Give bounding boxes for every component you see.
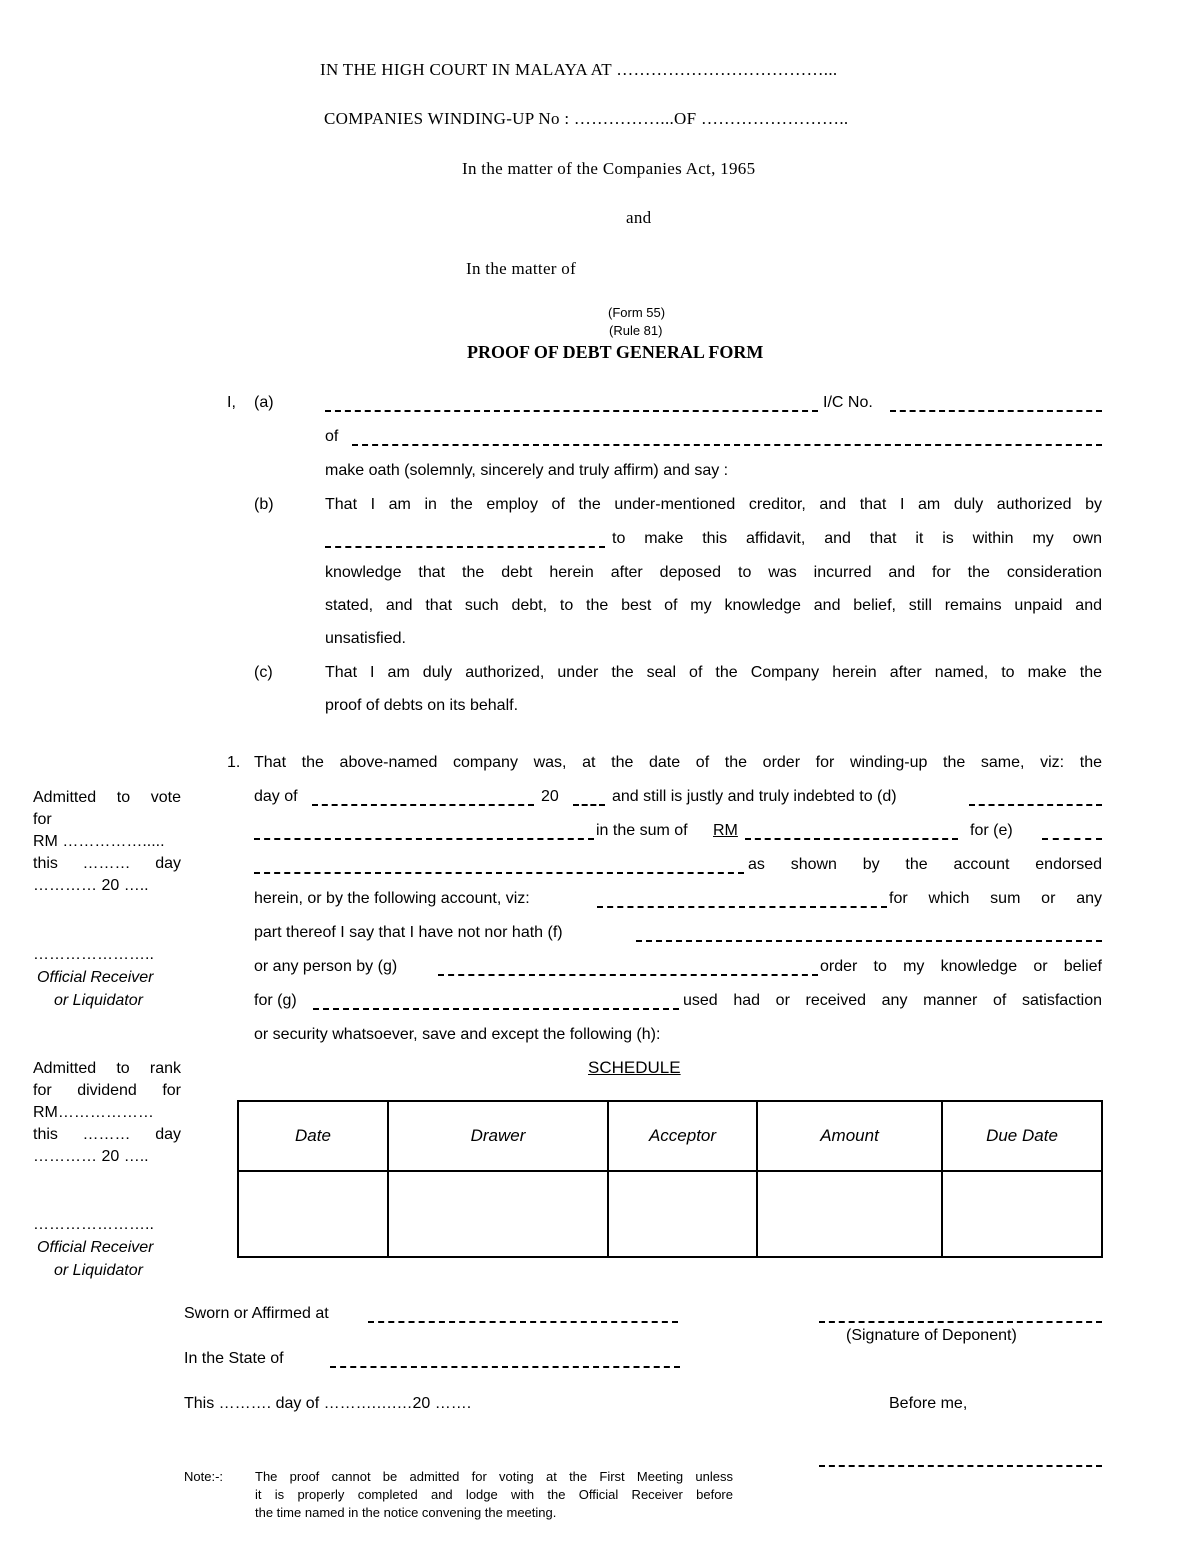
form-number: (Form 55): [608, 305, 666, 320]
item-c-label: (c): [254, 664, 273, 681]
ic-label: I/C No.: [823, 394, 873, 411]
for-g-field[interactable]: [313, 1008, 679, 1010]
account-viz-field[interactable]: [597, 906, 887, 908]
authorizer-field[interactable]: [325, 546, 605, 548]
margin-rank-signature-dots[interactable]: …………………..: [33, 1216, 154, 1233]
schedule-header-row: [238, 1101, 1102, 1171]
deponent-signature-field[interactable]: [819, 1321, 1102, 1323]
matter-companies-act: In the matter of the Companies Act, 1965: [462, 159, 756, 178]
sworn-place-field[interactable]: [368, 1321, 678, 1323]
any-person-text: or any person by (g): [254, 958, 398, 975]
margin-vote-signature-dots[interactable]: …………………..: [33, 946, 154, 963]
consideration-e-field-cont[interactable]: [254, 872, 744, 874]
margin-vote-line-3: RM …………….....: [33, 833, 165, 850]
margin-rank-line-1: Admitted to rank: [33, 1060, 181, 1077]
margin-rank-line-3: RM………………: [33, 1104, 154, 1121]
margin-vote-line-5: ………… 20 …..: [33, 877, 149, 894]
before-me-label: Before me,: [889, 1395, 968, 1412]
signature-label: (Signature of Deponent): [846, 1327, 1017, 1344]
date-sworn-line[interactable]: This ………. day of ……….….…20 …….: [184, 1395, 472, 1412]
note-line-3: the time named in the notice convening the meeting.: [255, 1505, 557, 1520]
for-g-label: for (g): [254, 992, 297, 1009]
address-field[interactable]: [352, 444, 1102, 446]
col-amount-header: Amount: [757, 1101, 942, 1171]
item-c-line-1: That I am duly authorized, under the seal of the Company herein after named, to make the: [325, 664, 1102, 681]
margin-rank-line-4: this ……… day: [33, 1126, 181, 1143]
indebted-text: and still is justly and truly indebted to (d): [612, 788, 897, 805]
security-text: or security whatsoever, save and except the following (h):: [254, 1026, 661, 1043]
rm-label: RM: [713, 822, 738, 839]
matter-of: In the matter of: [466, 259, 577, 278]
col-acceptor-header: Acceptor: [608, 1101, 757, 1171]
item-b-line-5: unsatisfied.: [325, 630, 406, 647]
margin-rank-line-5: ………… 20 …..: [33, 1148, 149, 1165]
schedule-title: SCHEDULE: [588, 1058, 681, 1077]
due-date-cell[interactable]: [942, 1171, 1102, 1257]
margin-vote-role-1: Official Receiver: [37, 969, 154, 986]
for-e-label: for (e): [970, 822, 1013, 839]
state-field[interactable]: [330, 1366, 680, 1368]
para-1-number: 1.: [227, 754, 241, 771]
i-label: I,: [227, 394, 236, 411]
schedule-table: [237, 1100, 1103, 1258]
hath-f-field[interactable]: [636, 940, 1102, 942]
item-b-line-2: to make this affidavit, and that it is within my own: [612, 530, 1102, 547]
acceptor-cell[interactable]: [608, 1171, 757, 1257]
note-body: [255, 1468, 733, 1522]
col-date-header: Date: [238, 1101, 388, 1171]
deponent-name-field[interactable]: [325, 410, 818, 412]
note-label: Note:-:: [184, 1469, 224, 1484]
margin-vote-line-2: for: [33, 811, 52, 828]
day-of-label: day of: [254, 788, 298, 805]
drawer-cell[interactable]: [388, 1171, 608, 1257]
state-of-label: In the State of: [184, 1350, 284, 1367]
consideration-e-field[interactable]: [1042, 838, 1102, 840]
sum-amount-field[interactable]: [745, 838, 958, 840]
margin-vote-block: [33, 787, 181, 897]
winding-up-number: COMPANIES WINDING-UP No : ……………...OF ……………………..: [324, 109, 849, 128]
person-g-field[interactable]: [438, 974, 818, 976]
margin-rank-block: [33, 1058, 181, 1168]
item-b-label: (b): [254, 496, 274, 513]
margin-rank-line-2: for dividend for: [33, 1082, 181, 1099]
schedule-entry-row: [238, 1171, 1102, 1257]
margin-vote-line-1: Admitted to vote: [33, 789, 181, 806]
margin-vote-role-2: or Liquidator: [54, 992, 143, 1009]
col-due-date-header: Due Date: [942, 1101, 1102, 1171]
item-b-line-4: stated, and that such debt, to the best of my knowledge and belief, still remains unpaid and: [325, 597, 1102, 614]
note-line-1: The proof cannot be admitted for voting at the First Meeting unless: [255, 1469, 733, 1484]
knowledge-belief-text: order to my knowledge or belief: [820, 958, 1102, 975]
amount-cell[interactable]: [757, 1171, 942, 1257]
order-day-field[interactable]: [312, 804, 534, 806]
margin-vote-line-4: this ……… day: [33, 855, 181, 872]
margin-rank-role-2: or Liquidator: [54, 1262, 143, 1279]
year-20-label: 20: [541, 788, 559, 805]
order-year-field[interactable]: [573, 804, 605, 806]
rule-number: (Rule 81): [609, 323, 663, 338]
creditor-d-field[interactable]: [969, 804, 1102, 806]
make-oath-text: make oath (solemnly, sincerely and truly affirm) and say :: [325, 462, 729, 479]
form-title: PROOF OF DEBT GENERAL FORM: [467, 342, 764, 362]
commissioner-signature-field[interactable]: [819, 1465, 1102, 1467]
item-b-line-3: knowledge that the debt herein after deposed to was incurred and for the consideration: [325, 564, 1102, 581]
court-heading: IN THE HIGH COURT IN MALAYA AT ………………………………...: [320, 60, 838, 79]
sum-of-label: in the sum of: [596, 822, 688, 839]
item-c-line-2: proof of debts on its behalf.: [325, 697, 519, 714]
item-a-label: (a): [254, 394, 274, 411]
note-line-2: it is properly completed and lodge with the Official Receiver before: [255, 1487, 733, 1502]
col-drawer-header: Drawer: [388, 1101, 608, 1171]
following-account-text: herein, or by the following account, viz:: [254, 890, 530, 907]
ic-number-field[interactable]: [890, 410, 1102, 412]
date-cell[interactable]: [238, 1171, 388, 1257]
satisfaction-text: used had or received any manner of satisfaction: [683, 992, 1102, 1009]
creditor-d-field-cont[interactable]: [254, 838, 594, 840]
sum-or-any-text: for which sum or any: [889, 890, 1102, 907]
account-endorsed-text: as shown by the account endorsed: [748, 856, 1102, 873]
item-b-line-1: That I am in the employ of the under-mentioned creditor, and that I am duly authorized by: [325, 496, 1102, 513]
part-thereof-text: part thereof I say that I have not nor hath (f): [254, 924, 563, 941]
margin-rank-role-1: Official Receiver: [37, 1239, 154, 1256]
and-connector: and: [626, 208, 652, 227]
sworn-at-label: Sworn or Affirmed at: [184, 1305, 329, 1322]
para-1-line-1: That the above-named company was, at the date of the order for winding-up the same, viz: the: [254, 754, 1102, 771]
of-label: of: [325, 428, 339, 445]
